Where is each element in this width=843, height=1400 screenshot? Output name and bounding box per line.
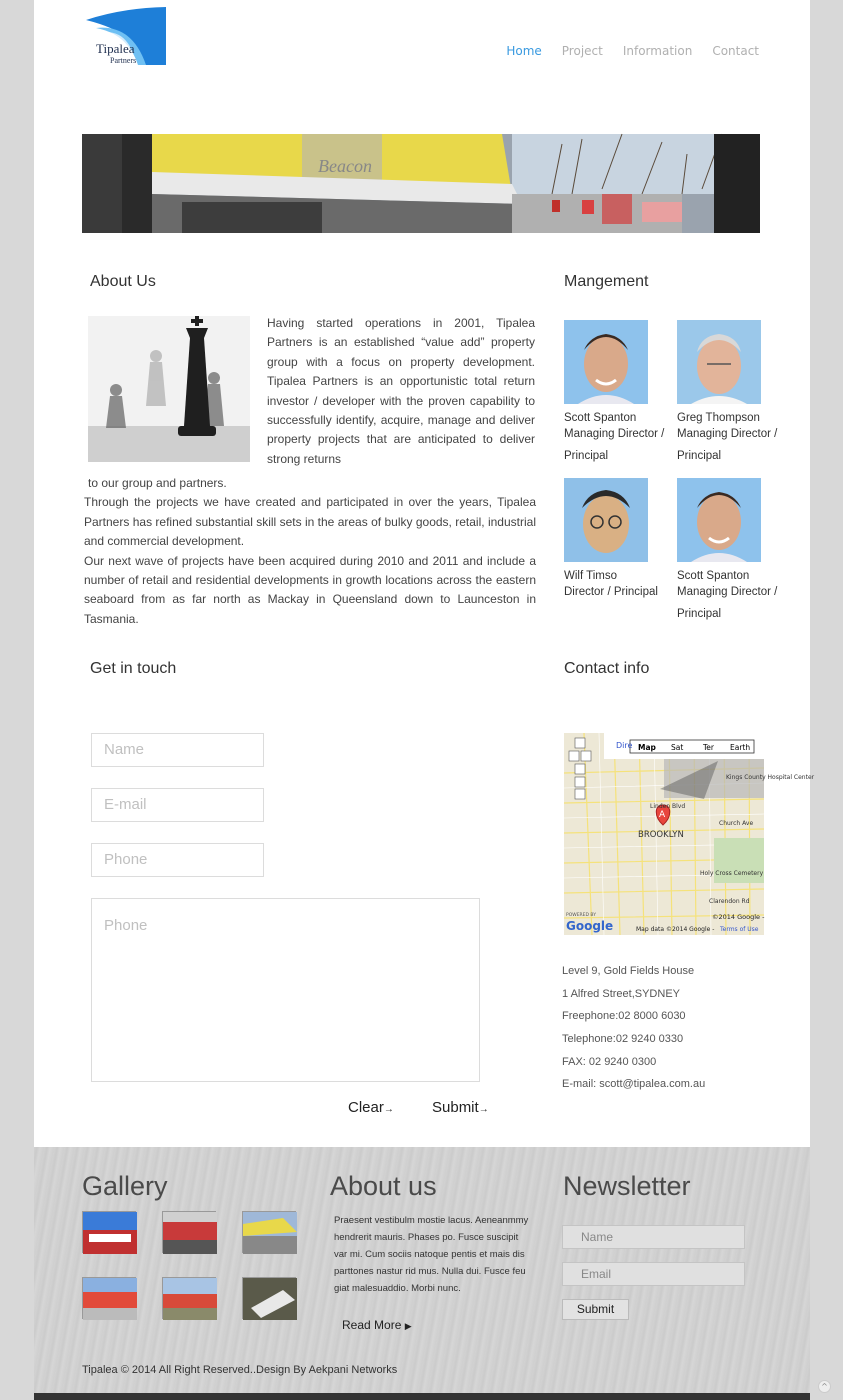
nav-project[interactable]: Project (561, 44, 603, 58)
newsletter-submit-button[interactable]: Submit (562, 1299, 629, 1320)
map-label: Church Ave (719, 820, 754, 827)
map-terms-link[interactable]: Terms of Use (720, 926, 759, 933)
logo-subtext: Partners (110, 56, 137, 65)
manager-name: Scott Spanton (564, 412, 637, 424)
manager-name: Wilf Timso (564, 570, 618, 582)
manager-card (564, 320, 684, 465)
manager-role: Director / Principal (564, 585, 658, 598)
manager-role: Managing Director / (564, 427, 665, 440)
email-field[interactable]: E-mail (91, 788, 264, 822)
copyright-text: Tipalea © 2014 All Right Reserved..Design By Aekpani Networks (82, 1364, 398, 1376)
address-line-2: 1 Alfred Street,SYDNEY (562, 987, 680, 1000)
clear-button-label: Clear (348, 1099, 384, 1116)
telephone: Telephone:02 9240 0330 (562, 1033, 684, 1046)
map-label: Linden Blvd (650, 803, 686, 810)
map-label: Holy Cross Cemetery (700, 870, 764, 877)
map-tab-ter[interactable]: Ter (703, 743, 715, 752)
manager-photo (677, 320, 761, 404)
newsletter-email-field[interactable]: Email (562, 1262, 745, 1286)
contact-details (562, 965, 705, 1101)
map-powered-by: POWERED BY (566, 913, 597, 918)
about-continuation-text: to our group and partners. (88, 476, 227, 490)
manager-photo (677, 478, 761, 562)
about-title: About Us (90, 273, 156, 290)
address-line-1: Level 9, Gold Fields House (562, 965, 695, 977)
manager-role-line2: Principal (564, 450, 609, 462)
manager-role-line2: Principal (677, 450, 722, 462)
map-label: BROOKLYN (638, 830, 684, 840)
nav-home[interactable]: Home (506, 44, 542, 58)
manager-card (677, 478, 797, 623)
read-more-link[interactable] (342, 1318, 412, 1332)
gallery-thumb[interactable] (162, 1211, 216, 1253)
svg-text:Beacon: Beacon (318, 156, 372, 176)
map-data-credit: Map data ©2014 Google - (636, 926, 715, 933)
map-tab-map[interactable]: Map (638, 743, 656, 752)
gallery-thumb[interactable] (82, 1277, 136, 1319)
management-title: Mangement (564, 273, 649, 290)
map-google-logo: Google (566, 919, 614, 933)
gallery-thumb[interactable] (82, 1211, 136, 1253)
logo-text: Tipalea (96, 41, 135, 56)
freephone: Freephone:02 8000 6030 (562, 1010, 686, 1023)
gallery-thumb[interactable] (242, 1277, 296, 1319)
google-map[interactable] (564, 733, 815, 935)
submit-button-label: Submit (432, 1099, 479, 1116)
contact-form-title: Get in touch (90, 660, 177, 677)
about-paragraph-3: Our next wave of projects have been acquired during 2010 and 2011 and include a number of retail and residential developments in growth locations across the eastern seaboard from as far north as Mackay in Queensland down to Launceston in Tasmania. (84, 553, 536, 626)
name-field[interactable]: Name (91, 733, 264, 767)
manager-role-line2: Principal (677, 608, 722, 620)
chess-image (88, 316, 250, 462)
map-label: Kings County Hospital Center (726, 774, 815, 781)
manager-name: Greg Thompson (677, 412, 760, 424)
chevron-right-icon: ▶ (404, 1321, 412, 1331)
map-tab-earth[interactable]: Earth (730, 743, 751, 752)
contact-info-title: Contact info (564, 660, 650, 677)
scroll-top-icon[interactable]: ^ (818, 1380, 831, 1393)
map-marker-label: A (659, 810, 666, 820)
message-textarea[interactable]: Phone (91, 898, 480, 1082)
footer-about-title: About us (330, 1171, 437, 1201)
fax: FAX: 02 9240 0300 (562, 1055, 657, 1068)
arrow-right-icon: → (383, 1104, 394, 1115)
logo[interactable] (82, 6, 166, 66)
manager-card (564, 478, 684, 600)
map-tab-sat[interactable]: Sat (671, 743, 684, 752)
manager-photo (564, 478, 648, 562)
about-intro-text: Having started operations in 2001, Tipalea Partners is an established “value add” property group with a focus on property development. Tipalea Partners is an opportunistic total return investor / developer with the proven capability to successfully identify, acquire, manage and deliver property projects that are anticipated to deliver strong returns (267, 316, 535, 466)
page-container (34, 0, 815, 1147)
gallery-thumb[interactable] (162, 1277, 216, 1319)
newsletter-name-field[interactable]: Name (562, 1225, 745, 1249)
hero-banner-image (82, 134, 760, 233)
about-body (84, 474, 536, 629)
nav-contact[interactable]: Contact (712, 44, 759, 58)
gallery-title: Gallery (82, 1171, 168, 1201)
nav-information[interactable]: Information (622, 44, 693, 58)
map-label: Clarendon Rd (709, 898, 750, 905)
gallery-thumb[interactable] (242, 1211, 296, 1253)
manager-role: Managing Director / (677, 427, 778, 440)
manager-name: Scott Spanton (677, 570, 750, 582)
footer (34, 1147, 810, 1400)
manager-role: Managing Director / (677, 585, 778, 598)
bottom-strip (34, 1393, 810, 1400)
email-address: E-mail: scott@tipalea.com.au (562, 1078, 706, 1091)
manager-photo (564, 320, 648, 404)
footer-about-text: Praesent vestibulm mostie lacus. Aeneanmmy hendrerit mauris. Phases po. Fusce suscipit var mi. Cum sociis natoque pentis et mais dis parttones nastur rid mus. Nulla dui. Fusce feu giat malesuaddio. Morbi nunc. (334, 1215, 529, 1294)
manager-card (677, 320, 797, 465)
submit-button[interactable] (432, 1099, 489, 1116)
main-nav (506, 44, 759, 58)
about-paragraph-2: Through the projects we have created and participated in over the years, Tipalea Partners has refined substantial skill sets in the areas of bulky goods, retail, industrial and commercial development. (84, 495, 536, 549)
read-more-label: Read More (342, 1318, 402, 1332)
phone-field[interactable]: Phone (91, 843, 264, 877)
clear-button[interactable] (348, 1099, 394, 1116)
arrow-right-icon: → (478, 1104, 489, 1115)
map-directions-link[interactable]: Dire (616, 741, 633, 750)
map-copyright: ©2014 Google - (712, 913, 765, 921)
newsletter-title: Newsletter (563, 1171, 691, 1201)
